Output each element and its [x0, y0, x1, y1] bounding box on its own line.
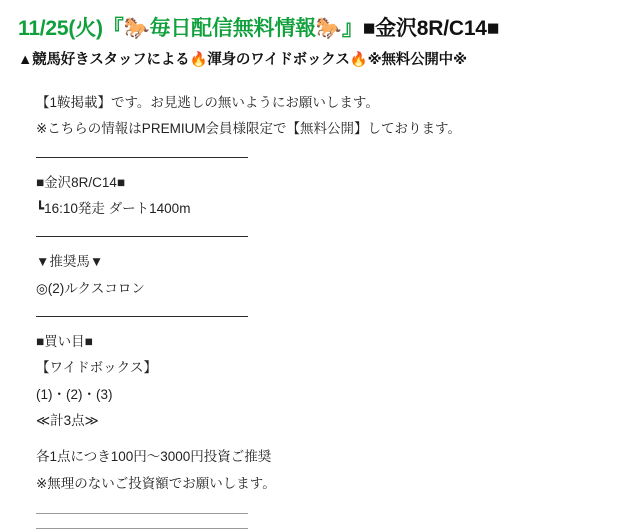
- note-line-2: ※無理のないご投資額でお願いします。: [36, 475, 276, 491]
- note-line-1: 各1点につき100円〜3000円投資ご推奨: [36, 449, 272, 465]
- divider-3: [36, 316, 248, 317]
- title-date-and-label: 11/25(火)『🐎毎日配信無料情報🐎』: [18, 17, 363, 40]
- page-title: [18, 16, 622, 42]
- intro-line-2: ※こちらの情報はPREMIUM会員様限定で【無料公開】しております。: [36, 121, 461, 137]
- pick-horse: ◎(2)ルクスコロン: [36, 280, 145, 296]
- page-subtitle: ▲競馬好きスタッフによる🔥渾身のワイドボックス🔥※無料公開中※: [18, 52, 467, 69]
- document-body: [18, 90, 622, 529]
- race-heading: ■金沢8R/C14■: [36, 174, 126, 190]
- race-post-time: ┗16:10発走 ダート1400m: [36, 201, 191, 217]
- divider-1: [36, 157, 248, 158]
- pick-heading: ▼推奨馬▼: [36, 254, 104, 270]
- divider-2: [36, 236, 248, 237]
- bet-count: ≪計3点≫: [36, 412, 99, 428]
- title-race-name: ■金沢8R/C14■: [362, 17, 500, 40]
- intro-line-1: 【1鞍掲載】です。お見逃しの無いようにお願いします。: [36, 95, 379, 111]
- bet-combination: (1)・(2)・(3): [36, 386, 113, 402]
- bet-heading: ■買い目■: [36, 333, 93, 349]
- bet-type: 【ワイドボックス】: [36, 360, 157, 376]
